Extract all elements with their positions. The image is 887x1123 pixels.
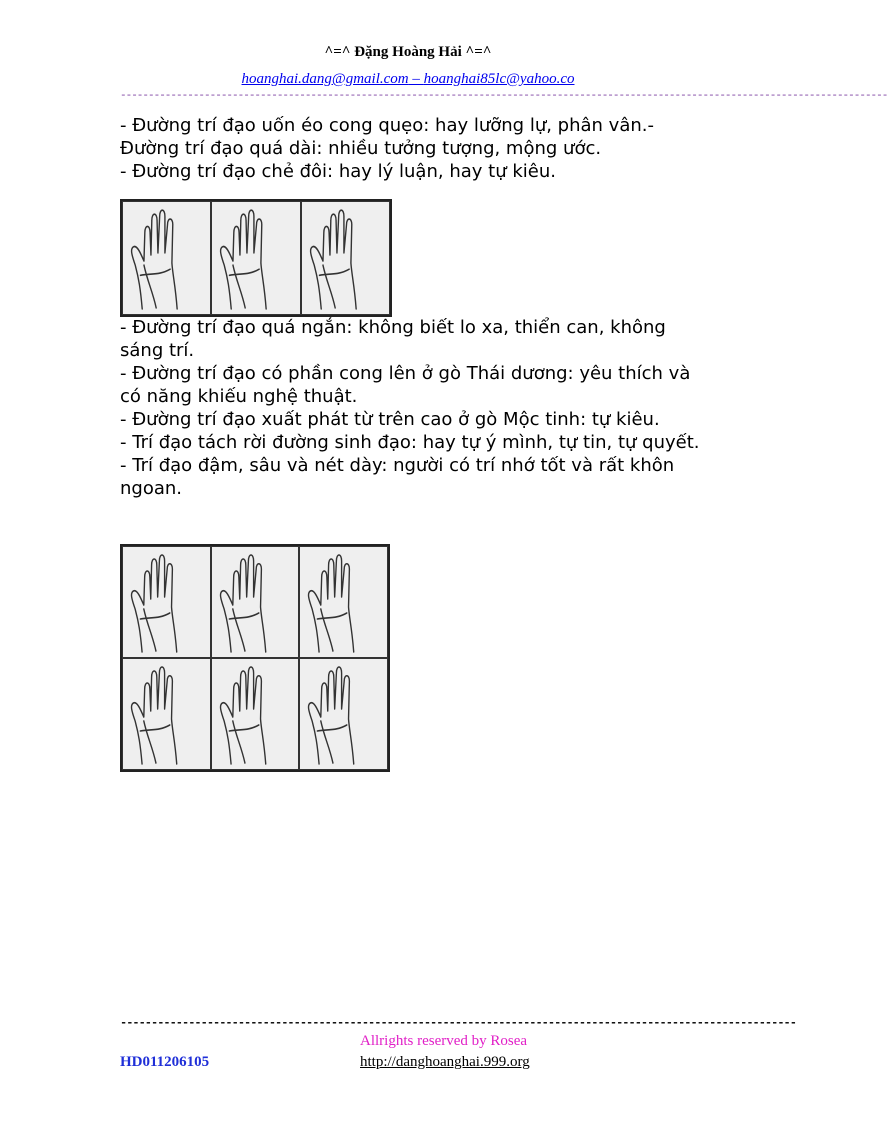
palm-illustration-1 <box>120 199 392 317</box>
document-code: HD011206105 <box>120 1054 210 1070</box>
website-link[interactable]: http://danghoanghai.999.org <box>360 1054 530 1070</box>
palm-drawing <box>211 546 300 658</box>
copyright-notice: Allrights reserved by Rosea <box>360 1033 528 1049</box>
palm-drawing <box>299 658 388 770</box>
palm-drawing <box>122 201 211 315</box>
text-line: - Đường trí đạo có phần cong lên ở gò Thái dương: yêu thích và có năng khiếu nghệ thuật. <box>120 363 691 407</box>
page-header-title: ^=^ Đặng Hoàng Hải ^=^ <box>324 44 492 60</box>
palm-drawing <box>301 201 390 315</box>
header-contact-links <box>0 71 816 88</box>
palm-drawing <box>211 658 300 770</box>
text-block-2 <box>120 316 700 500</box>
text-line: - Đường trí đạo uốn éo cong quẹo: hay lưỡng lự, phân vân.- Đường trí đạo quá dài: nhiều tưởng tượng, mộng ước. <box>120 115 654 159</box>
header-divider: ----------------------------------------------------------------------------------------------------------------------------------------- <box>120 90 887 102</box>
text-line: - Trí đạo đậm, sâu và nét dày: người có trí nhớ tốt và rất khôn ngoan. <box>120 455 675 499</box>
text-line: - Trí đạo tách rời đường sinh đạo: hay tự ý mình, tự tin, tự quyết. <box>120 432 700 453</box>
palm-illustration-2 <box>120 544 390 772</box>
palm-drawing <box>122 658 211 770</box>
email-separator[interactable]: – <box>408 71 424 87</box>
footer-divider: ------------------------------------------------------------------------------------------------------------- <box>120 1016 796 1030</box>
text-line: - Đường trí đạo xuất phát từ trên cao ở gò Mộc tinh: tự kiêu. <box>120 409 660 430</box>
email-link-yahoo[interactable]: hoanghai85lc@yahoo.co <box>423 71 575 87</box>
text-block-1 <box>120 114 700 183</box>
palm-drawing <box>122 546 211 658</box>
text-line: - Đường trí đạo quá ngắn: không biết lo xa, thiển can, không sáng trí. <box>120 317 666 361</box>
email-link-gmail[interactable]: hoanghai.dang@gmail.com <box>241 71 409 87</box>
text-line: - Đường trí đạo chẻ đôi: hay lý luận, hay tự kiêu. <box>120 161 556 182</box>
palm-drawing <box>211 201 300 315</box>
palm-drawing <box>299 546 388 658</box>
